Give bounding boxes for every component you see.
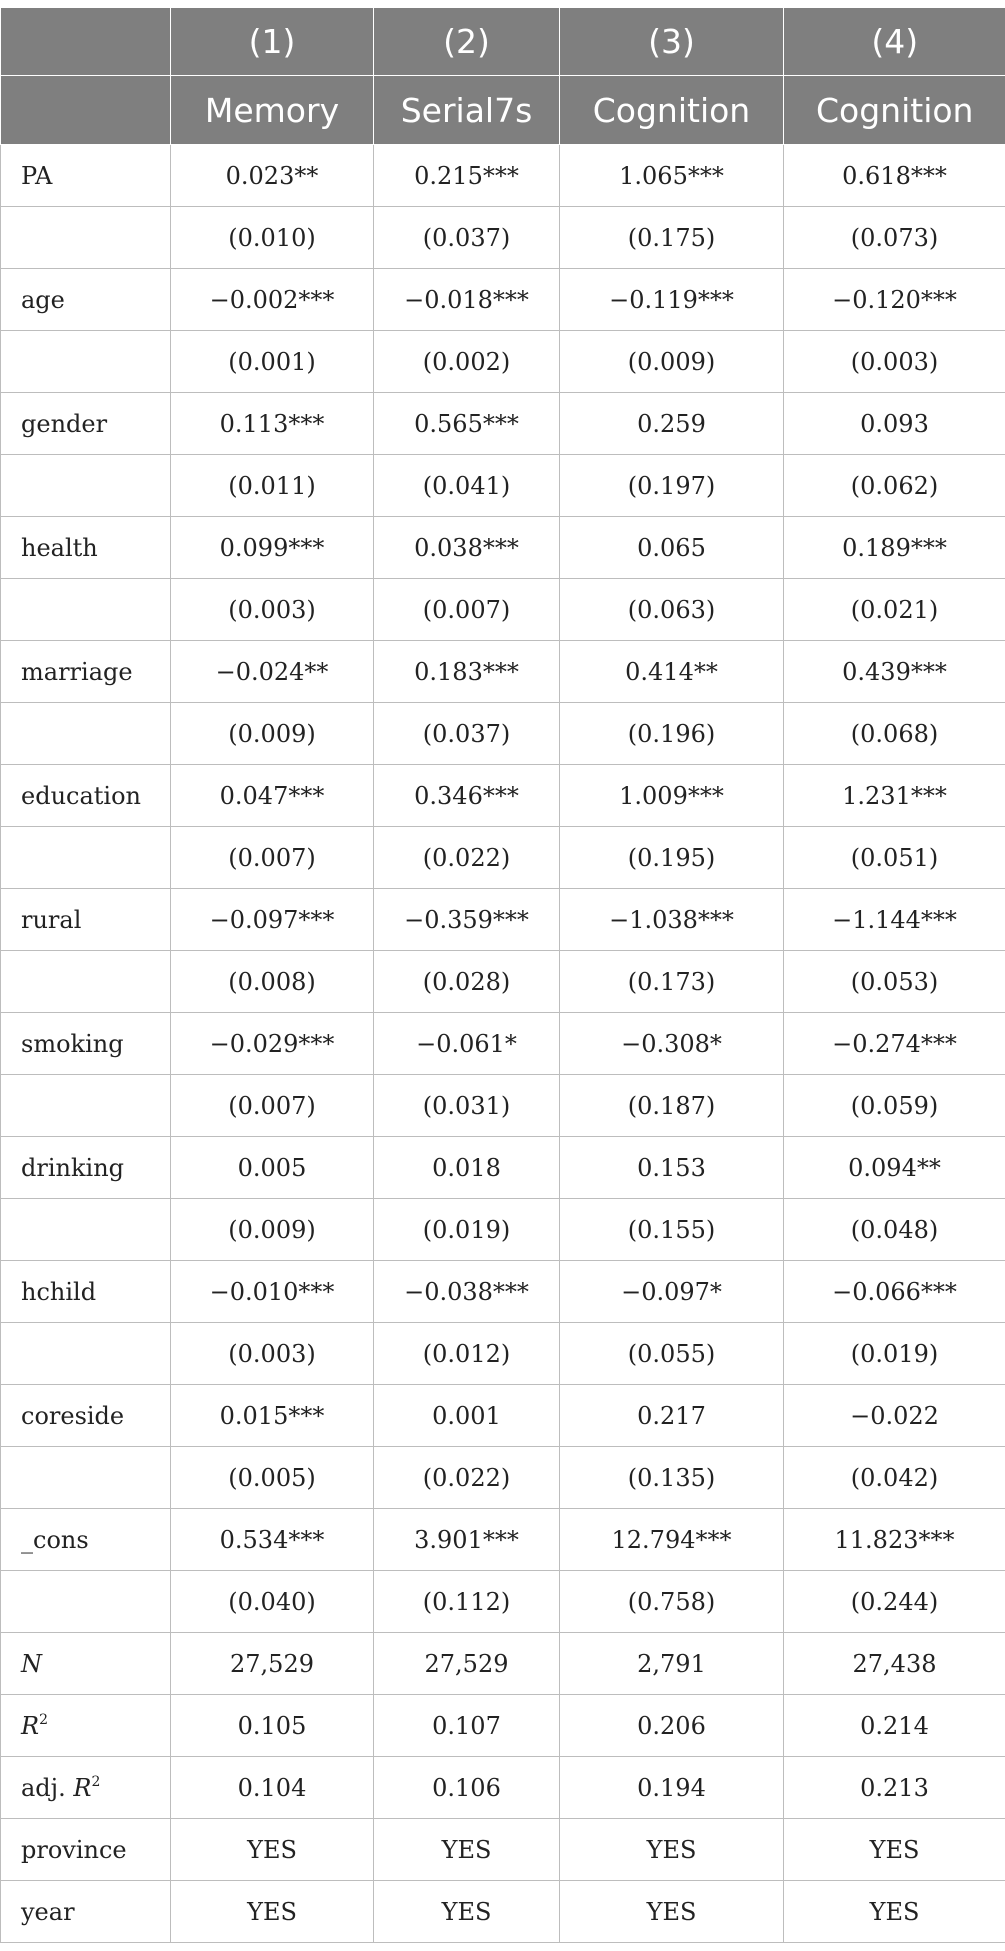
table-cell: (0.031) <box>374 1075 560 1137</box>
column-number: (3) <box>560 8 784 76</box>
table-cell: 0.015*** <box>171 1385 374 1447</box>
table-cell: (0.051) <box>784 827 1005 889</box>
row-label <box>1 703 171 765</box>
table-row <box>1 455 1005 517</box>
table-cell: −0.119*** <box>560 269 784 331</box>
row-label <box>1 455 171 517</box>
table-cell: 27,529 <box>374 1633 560 1695</box>
column-name: Serial7s <box>374 76 560 145</box>
table-cell: (0.009) <box>560 331 784 393</box>
row-label <box>1 1323 171 1385</box>
table-cell: 12.794*** <box>560 1509 784 1571</box>
table-cell: (0.059) <box>784 1075 1005 1137</box>
table-cell: −0.097* <box>560 1261 784 1323</box>
table-cell: (0.009) <box>171 1199 374 1261</box>
table-body <box>1 145 1005 1943</box>
table-row <box>1 1819 1005 1881</box>
row-label: smoking <box>1 1013 171 1075</box>
table-cell: YES <box>171 1819 374 1881</box>
row-label: health <box>1 517 171 579</box>
table-cell: −0.010*** <box>171 1261 374 1323</box>
table-cell: (0.011) <box>171 455 374 517</box>
table-cell: 0.215*** <box>374 145 560 207</box>
table-row <box>1 1323 1005 1385</box>
label-superscript: 2 <box>39 1711 48 1728</box>
table-cell: YES <box>171 1881 374 1943</box>
table-cell: 0.018 <box>374 1137 560 1199</box>
table-cell: YES <box>784 1881 1005 1943</box>
row-label: gender <box>1 393 171 455</box>
table-cell: −0.038*** <box>374 1261 560 1323</box>
table-cell: (0.009) <box>171 703 374 765</box>
table-cell: YES <box>374 1819 560 1881</box>
table-row <box>1 703 1005 765</box>
table-cell: 0.023** <box>171 145 374 207</box>
row-label: education <box>1 765 171 827</box>
column-number: (4) <box>784 8 1005 76</box>
table-cell: (0.022) <box>374 1447 560 1509</box>
table-cell: (0.019) <box>784 1323 1005 1385</box>
row-label: coreside <box>1 1385 171 1447</box>
label-r: R <box>73 1773 92 1802</box>
table-row <box>1 1571 1005 1633</box>
table-cell: (0.063) <box>560 579 784 641</box>
table-cell: (0.003) <box>171 579 374 641</box>
table-cell: −0.120*** <box>784 269 1005 331</box>
table-cell: (0.173) <box>560 951 784 1013</box>
table-cell: (0.048) <box>784 1199 1005 1261</box>
table-cell: (0.005) <box>171 1447 374 1509</box>
table-cell: (0.037) <box>374 207 560 269</box>
table-cell: (0.001) <box>171 331 374 393</box>
table-cell: (0.195) <box>560 827 784 889</box>
table-row <box>1 1881 1005 1943</box>
table-cell: −1.144*** <box>784 889 1005 951</box>
label-r: R <box>21 1711 40 1740</box>
table-cell: −0.066*** <box>784 1261 1005 1323</box>
table-row <box>1 207 1005 269</box>
table-row <box>1 765 1005 827</box>
table-cell: 0.106 <box>374 1757 560 1819</box>
table-cell: (0.007) <box>171 827 374 889</box>
row-label: PA <box>1 145 171 207</box>
table-cell: (0.073) <box>784 207 1005 269</box>
table-header <box>1 8 1005 145</box>
table-row <box>1 951 1005 1013</box>
table-cell: 0.189*** <box>784 517 1005 579</box>
table-cell: 1.065*** <box>560 145 784 207</box>
row-label <box>1 1075 171 1137</box>
table-cell: (0.187) <box>560 1075 784 1137</box>
table-cell: 1.231*** <box>784 765 1005 827</box>
table-cell: 0.094** <box>784 1137 1005 1199</box>
table-cell: (0.002) <box>374 331 560 393</box>
table-cell: −0.308* <box>560 1013 784 1075</box>
table-cell: (0.012) <box>374 1323 560 1385</box>
table-cell: 3.901*** <box>374 1509 560 1571</box>
table-cell: 0.194 <box>560 1757 784 1819</box>
label-prefix: adj. <box>21 1773 74 1802</box>
row-label <box>1 1695 171 1757</box>
row-label <box>1 827 171 889</box>
table-row <box>1 1509 1005 1571</box>
row-label: year <box>1 1881 171 1943</box>
table-cell: 0.346*** <box>374 765 560 827</box>
table-cell: −0.018*** <box>374 269 560 331</box>
table-cell: 0.439*** <box>784 641 1005 703</box>
regression-table <box>0 8 1005 1943</box>
label-superscript: 2 <box>91 1773 101 1790</box>
row-label <box>1 1571 171 1633</box>
row-label: rural <box>1 889 171 951</box>
table-cell: (0.007) <box>171 1075 374 1137</box>
table-cell: (0.042) <box>784 1447 1005 1509</box>
row-label <box>1 1199 171 1261</box>
row-label: age <box>1 269 171 331</box>
table-cell: YES <box>560 1881 784 1943</box>
table-cell: 0.099*** <box>171 517 374 579</box>
table-cell: (0.007) <box>374 579 560 641</box>
table-cell: 0.153 <box>560 1137 784 1199</box>
row-label <box>1 951 171 1013</box>
table-row <box>1 331 1005 393</box>
table-row <box>1 517 1005 579</box>
row-label: drinking <box>1 1137 171 1199</box>
table-cell: 0.001 <box>374 1385 560 1447</box>
table-cell: −0.274*** <box>784 1013 1005 1075</box>
table-row <box>1 827 1005 889</box>
table-cell: 0.217 <box>560 1385 784 1447</box>
column-name: Memory <box>171 76 374 145</box>
table-cell: (0.758) <box>560 1571 784 1633</box>
table-cell: (0.062) <box>784 455 1005 517</box>
table-cell: YES <box>374 1881 560 1943</box>
table-cell: 1.009*** <box>560 765 784 827</box>
table-row <box>1 145 1005 207</box>
table-cell: (0.019) <box>374 1199 560 1261</box>
header-corner <box>1 8 171 76</box>
table-cell: (0.244) <box>784 1571 1005 1633</box>
table-cell: 0.259 <box>560 393 784 455</box>
table-cell: −0.029*** <box>171 1013 374 1075</box>
table-cell: (0.003) <box>784 331 1005 393</box>
table-cell: −0.022 <box>784 1385 1005 1447</box>
column-number: (2) <box>374 8 560 76</box>
table-cell: (0.022) <box>374 827 560 889</box>
table-cell: 0.038*** <box>374 517 560 579</box>
row-label <box>1 1757 171 1819</box>
table-cell: 0.206 <box>560 1695 784 1757</box>
table-row <box>1 269 1005 331</box>
table-cell: −1.038*** <box>560 889 784 951</box>
table-cell: (0.003) <box>171 1323 374 1385</box>
table-cell: (0.010) <box>171 207 374 269</box>
table-cell: 27,438 <box>784 1633 1005 1695</box>
table-row <box>1 1757 1005 1819</box>
row-label <box>1 207 171 269</box>
table-cell: 0.214 <box>784 1695 1005 1757</box>
table-row <box>1 1633 1005 1695</box>
table-cell: (0.155) <box>560 1199 784 1261</box>
table-cell: 0.534*** <box>171 1509 374 1571</box>
table-cell: 0.113*** <box>171 393 374 455</box>
table-cell: (0.055) <box>560 1323 784 1385</box>
table-cell: 2,791 <box>560 1633 784 1695</box>
table-row <box>1 1447 1005 1509</box>
table-row <box>1 1075 1005 1137</box>
table-cell: (0.068) <box>784 703 1005 765</box>
table-cell: 0.213 <box>784 1757 1005 1819</box>
table-row <box>1 641 1005 703</box>
table-cell: (0.197) <box>560 455 784 517</box>
table-cell: −0.359*** <box>374 889 560 951</box>
table-cell: −0.097*** <box>171 889 374 951</box>
table-cell: (0.028) <box>374 951 560 1013</box>
row-label: _cons <box>1 1509 171 1571</box>
table-cell: 0.183*** <box>374 641 560 703</box>
table-row <box>1 1013 1005 1075</box>
table-cell: 27,529 <box>171 1633 374 1695</box>
table-row <box>1 1261 1005 1323</box>
table-cell: 0.065 <box>560 517 784 579</box>
table-cell: 0.618*** <box>784 145 1005 207</box>
table-row <box>1 1385 1005 1447</box>
column-name: Cognition <box>784 76 1005 145</box>
table-cell: (0.008) <box>171 951 374 1013</box>
table-cell: (0.037) <box>374 703 560 765</box>
row-label: N <box>1 1633 171 1695</box>
row-label <box>1 579 171 641</box>
table-cell: 0.093 <box>784 393 1005 455</box>
table-row <box>1 1137 1005 1199</box>
table-row <box>1 1695 1005 1757</box>
header-row-numbers <box>1 8 1005 76</box>
table-row <box>1 393 1005 455</box>
table-cell: (0.040) <box>171 1571 374 1633</box>
table-cell: (0.135) <box>560 1447 784 1509</box>
table-cell: (0.021) <box>784 579 1005 641</box>
header-row-names <box>1 76 1005 145</box>
table-cell: 0.005 <box>171 1137 374 1199</box>
row-label <box>1 331 171 393</box>
table-cell: −0.024** <box>171 641 374 703</box>
table-cell: 0.105 <box>171 1695 374 1757</box>
row-label: marriage <box>1 641 171 703</box>
table-row <box>1 1199 1005 1261</box>
table-cell: 0.104 <box>171 1757 374 1819</box>
table-cell: −0.002*** <box>171 269 374 331</box>
header-corner <box>1 76 171 145</box>
table-cell: 0.107 <box>374 1695 560 1757</box>
table-row <box>1 579 1005 641</box>
table-cell: (0.112) <box>374 1571 560 1633</box>
table-cell: (0.053) <box>784 951 1005 1013</box>
table-cell: 0.565*** <box>374 393 560 455</box>
table-cell: (0.196) <box>560 703 784 765</box>
column-name: Cognition <box>560 76 784 145</box>
table-cell: 11.823*** <box>784 1509 1005 1571</box>
table-cell: 0.414** <box>560 641 784 703</box>
table-cell: YES <box>560 1819 784 1881</box>
table-row <box>1 889 1005 951</box>
row-label: hchild <box>1 1261 171 1323</box>
column-number: (1) <box>171 8 374 76</box>
table-cell: YES <box>784 1819 1005 1881</box>
table-cell: 0.047*** <box>171 765 374 827</box>
table-cell: (0.175) <box>560 207 784 269</box>
table-cell: (0.041) <box>374 455 560 517</box>
table-cell: −0.061* <box>374 1013 560 1075</box>
row-label <box>1 1447 171 1509</box>
row-label: province <box>1 1819 171 1881</box>
